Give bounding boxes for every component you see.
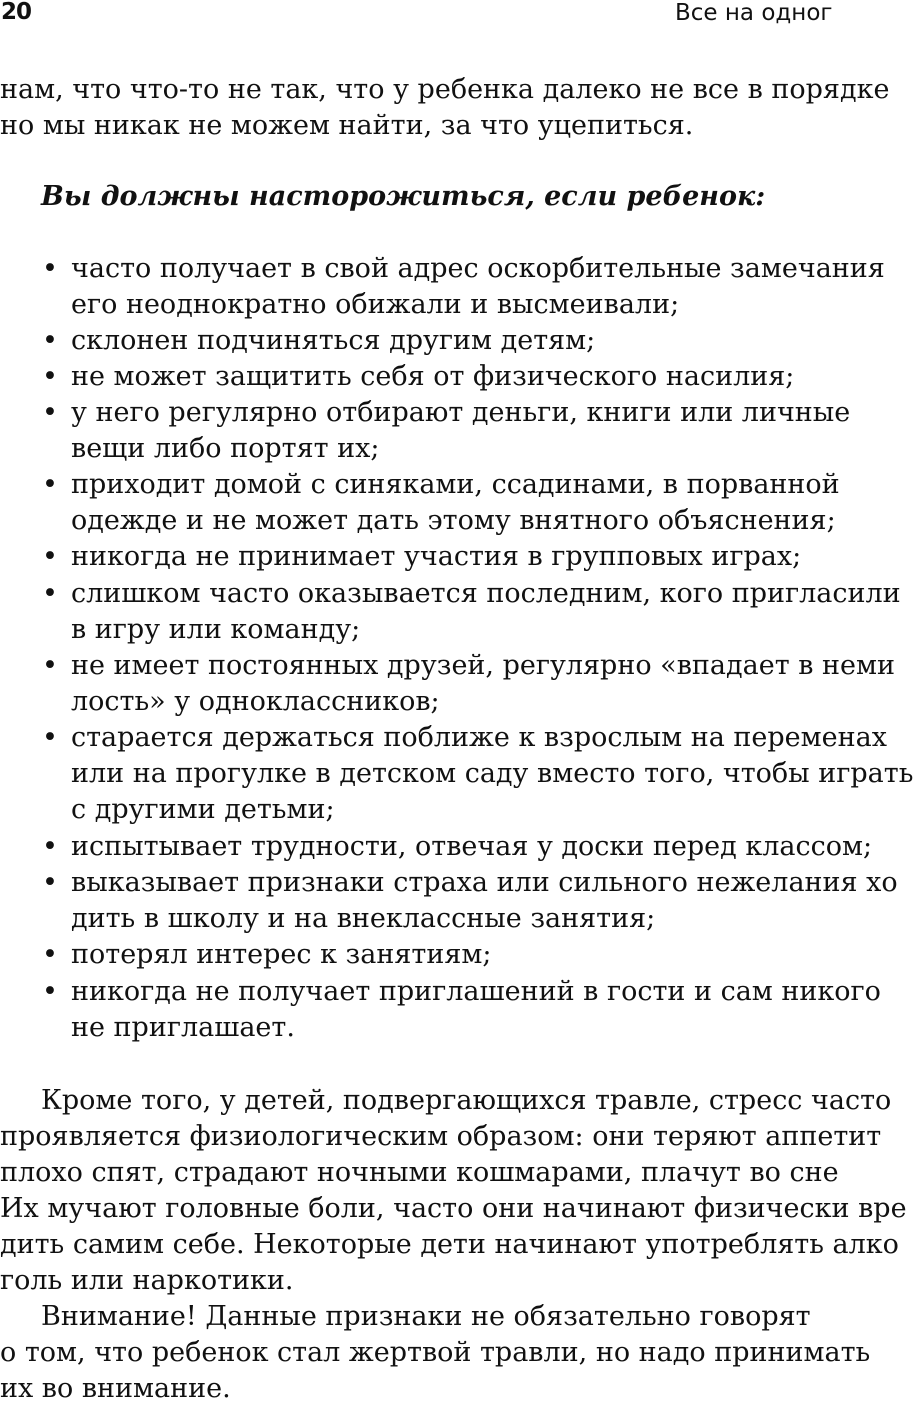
paragraph-line: о том, что ребенок стал жертвой травли, но надо принимать	[0, 1337, 871, 1368]
list-item-text: его неоднократно обижали и высмеивали;	[71, 289, 680, 320]
list-item-text: лость» у одноклассников;	[71, 686, 440, 717]
paragraph-line: плохо спят, страдают ночными кошмарами, плачут во сне	[0, 1157, 839, 1188]
bullet-icon: •	[42, 867, 58, 898]
page-number: 20	[1, 0, 32, 25]
list-item-text: в игру или команду;	[71, 614, 361, 645]
warning-heading: Вы должны насторожиться, если ребенок:	[41, 181, 766, 212]
list-item-text: никогда не получает приглашений в гости и сам никого	[71, 976, 881, 1007]
list-item-text: старается держаться поближе к взрослым на переменах	[71, 722, 887, 753]
bullet-icon: •	[42, 361, 58, 392]
list-item-text: выказывает признаки страха или сильного нежелания хо	[71, 867, 898, 898]
paragraph-line: проявляется физиологическим образом: они теряют аппетит	[0, 1121, 882, 1152]
bullet-icon: •	[42, 469, 58, 500]
intro-line: нам, что что-то не так, что у ребенка далеко не все в порядке	[0, 74, 890, 105]
list-item-text: склонен подчиняться другим детям;	[71, 325, 596, 356]
running-title: Все на одног	[675, 0, 833, 26]
bullet-icon: •	[42, 939, 58, 970]
paragraph-line: голь или наркотики.	[0, 1265, 294, 1296]
list-item-text: у него регулярно отбирают деньги, книги или личные	[71, 397, 851, 428]
intro-line: но мы никак не можем найти, за что уцепиться.	[0, 110, 694, 141]
bullet-icon: •	[42, 722, 58, 753]
list-item-text: испытывает трудности, отвечая у доски перед классом;	[71, 831, 873, 862]
bullet-icon: •	[42, 397, 58, 428]
list-item-text: слишком часто оказывается последним, кого пригласили	[71, 578, 901, 609]
bullet-icon: •	[42, 976, 58, 1007]
bullet-icon: •	[42, 578, 58, 609]
page-header	[0, 0, 833, 30]
list-item-text: часто получает в свой адрес оскорбительные замечания	[71, 253, 885, 284]
list-item-text: никогда не принимает участия в групповых играх;	[71, 541, 802, 572]
bullet-icon: •	[42, 650, 58, 681]
list-item-text: потерял интерес к занятиям;	[71, 939, 492, 970]
list-item-text: одежде и не может дать этому внятного объяснения;	[71, 505, 836, 536]
list-item-text: не может защитить себя от физического насилия;	[71, 361, 795, 392]
list-item-text: вещи либо портят их;	[71, 433, 380, 464]
paragraph-line: Внимание! Данные признаки не обязательно говорят	[41, 1301, 811, 1332]
list-item-text: не имеет постоянных друзей, регулярно «впадает в неми	[71, 650, 895, 681]
list-item-text: приходит домой с синяками, ссадинами, в порванной	[71, 469, 840, 500]
list-item-text: или на прогулке в детском саду вместо того, чтобы играть	[71, 758, 913, 789]
bullet-icon: •	[42, 831, 58, 862]
list-item-text: дить в школу и на внеклассные занятия;	[71, 903, 656, 934]
paragraph-line: Кроме того, у детей, подвергающихся травле, стресс часто	[41, 1085, 892, 1116]
paragraph-line: дить самим себе. Некоторые дети начинают употреблять алко	[0, 1229, 899, 1260]
paragraph-line: их во внимание.	[0, 1373, 231, 1404]
bullet-icon: •	[42, 253, 58, 284]
bullet-icon: •	[42, 325, 58, 356]
bullet-icon: •	[42, 541, 58, 572]
list-item-text: с другими детьми;	[71, 794, 335, 825]
paragraph-line: Их мучают головные боли, часто они начинают физически вре	[0, 1193, 907, 1224]
list-item-text: не приглашает.	[71, 1012, 295, 1043]
